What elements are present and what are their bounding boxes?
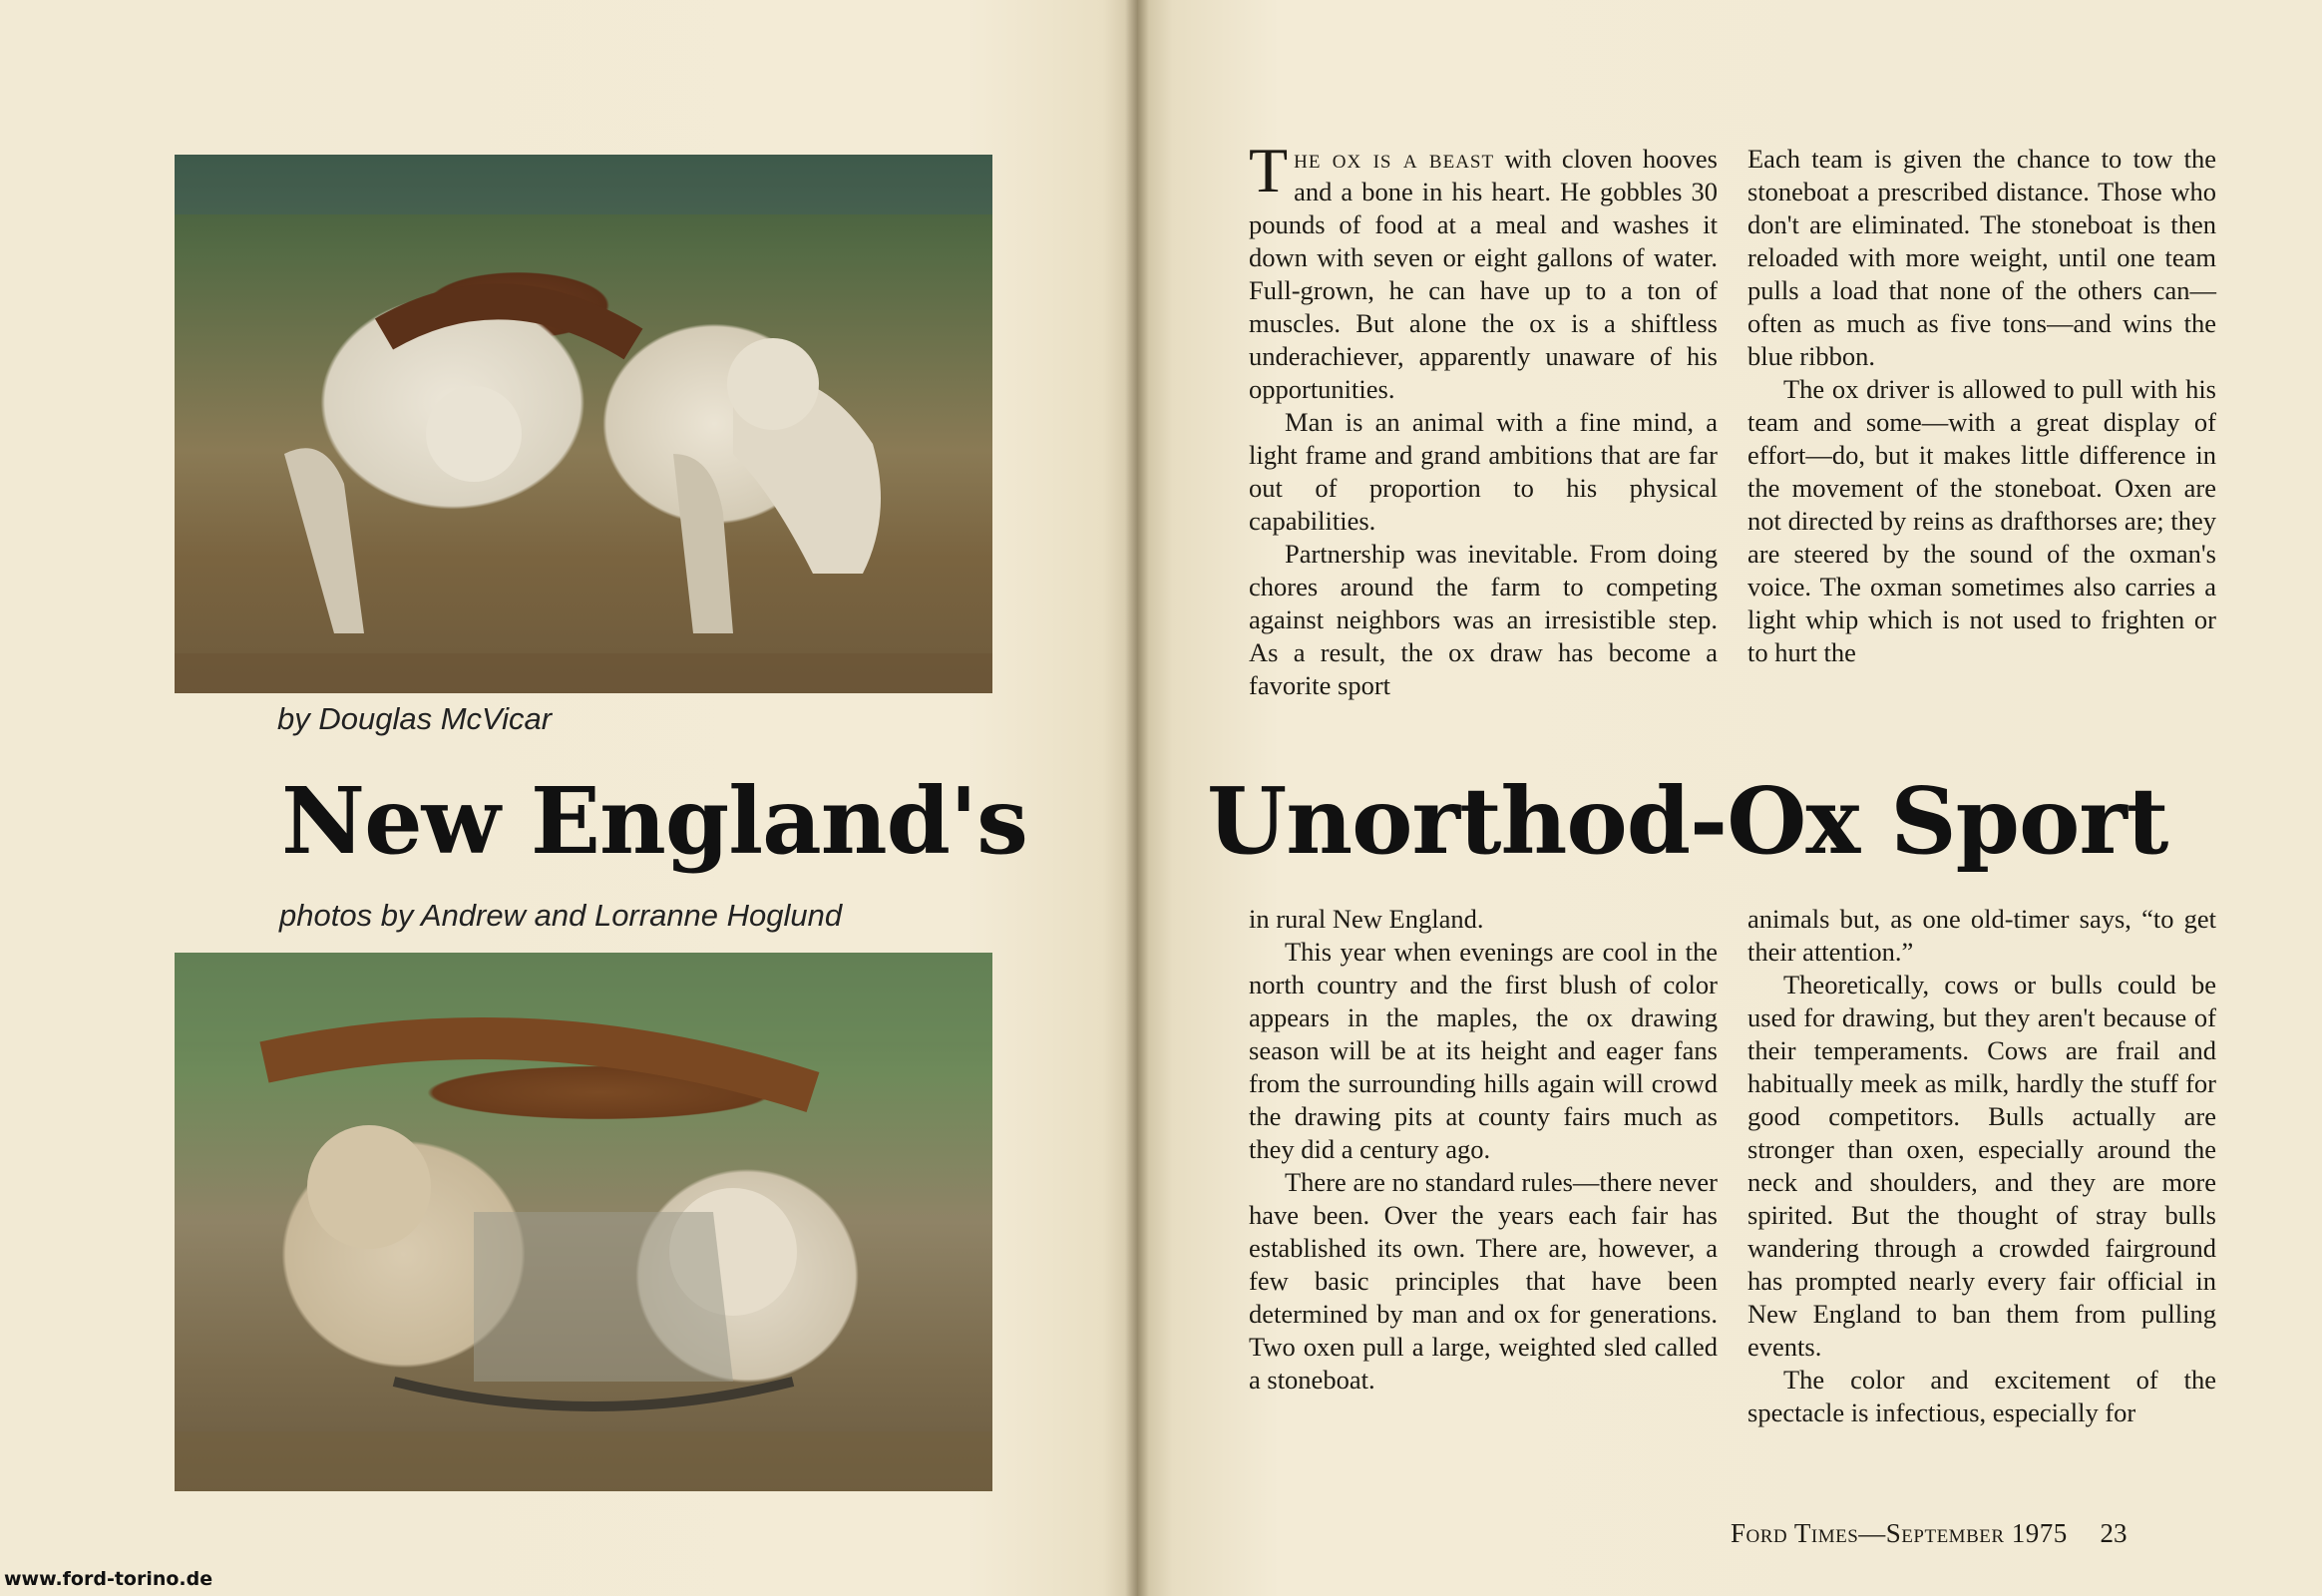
paragraph: Partnership was inevitable. From doing chores around the farm to competing against neighbors was an irresistible step. As a result, the ox draw has become a favorite sport (1249, 539, 1718, 700)
headline-right: Unorthod-Ox Sport (1207, 767, 2168, 875)
watermark: www.ford-torino.de (4, 1568, 213, 1590)
byline: by Douglas McVicar (277, 701, 553, 736)
paragraph: The ox driver is allowed to pull with his team and some—with a great display of effort—do, but it makes little difference in the movement of the stoneboat. Oxen are not directed by reins as drafthorses are; they are steered by the sound of the oxman's voice. The oxman sometimes also carries a light whip which is not used to frighten or to hurt the (1747, 374, 2216, 667)
paragraph: Theoretically, cows or bulls could be used for drawing, but they aren't because of their temperaments. Cows are frail and habitually meek as milk, hardly the stuff for good competitors. Bulls actually are stronger than oxen, especially around the neck and shoulders, and they are more spirited. But the thought of stray bulls wandering through a crowded fairground has prompted nearly every fair official in New England to ban them from pulling events. (1747, 970, 2216, 1362)
drop-cap: T (1249, 135, 1289, 205)
paragraph: The color and excitement of the spectacle is infectious, especially for (1747, 1365, 2216, 1427)
lead-in: he ox is a beast (1294, 144, 1495, 174)
page-gutter (1125, 0, 1149, 1596)
article-column-2 (1747, 143, 2216, 669)
paragraph: Man is an animal with a fine mind, a light frame and grand ambitions that are far out of proportion to his physical capabilities. (1249, 407, 1718, 536)
paragraph: Each team is given the chance to tow the stoneboat a prescribed distance. Those who don't are eliminated. The stoneboat is then reloaded with more weight, until one team pulls a load that none of the others can—often as much as five tons—and wins the blue ribbon. (1747, 144, 2216, 371)
page-number: 23 (2100, 1518, 2128, 1548)
headline-left: New England's (281, 767, 1027, 875)
publication-line: Ford Times—September 1975 (1731, 1518, 2068, 1548)
oxen-photo-top (175, 155, 992, 693)
paragraph-text: with cloven hooves and a bone in his heart. He gobbles 30 pounds of food at a meal and washes it down with seven or eight gallons of water. Full-grown, he can have up to a ton of muscles. But alone the ox is a shiftless underachiever, apparently unaware of his opportunities. (1249, 144, 1718, 404)
oxen-photo-bottom-overlay (175, 953, 992, 1491)
article-column-1 (1249, 135, 1718, 702)
paragraph: in rural New England. (1249, 904, 1484, 934)
oxen-photo-bottom (175, 953, 992, 1491)
photo-credit: photos by Andrew and Lorranne Hoglund (279, 898, 843, 933)
article-column-3 (1249, 903, 1718, 1396)
page-footer (1731, 1518, 2128, 1549)
article-column-4 (1747, 903, 2216, 1429)
paragraph: There are no standard rules—there never have been. Over the years each fair has established its own. There are, however, a few basic principles that have been determined by man and ox for generations. Two oxen pull a large, weighted sled called a stoneboat. (1249, 1167, 1718, 1395)
paragraph (1249, 135, 1718, 406)
oxen-photo-top-overlay (175, 155, 992, 693)
paragraph: animals but, as one old-timer says, “to get their attention.” (1747, 904, 2216, 967)
paragraph: This year when evenings are cool in the north country and the first blush of color appears in the maples, the ox drawing season will be at its height and eager fans from the surrounding hills again will crowd the drawing pits at county fairs much as they did a century ago. (1249, 937, 1718, 1164)
